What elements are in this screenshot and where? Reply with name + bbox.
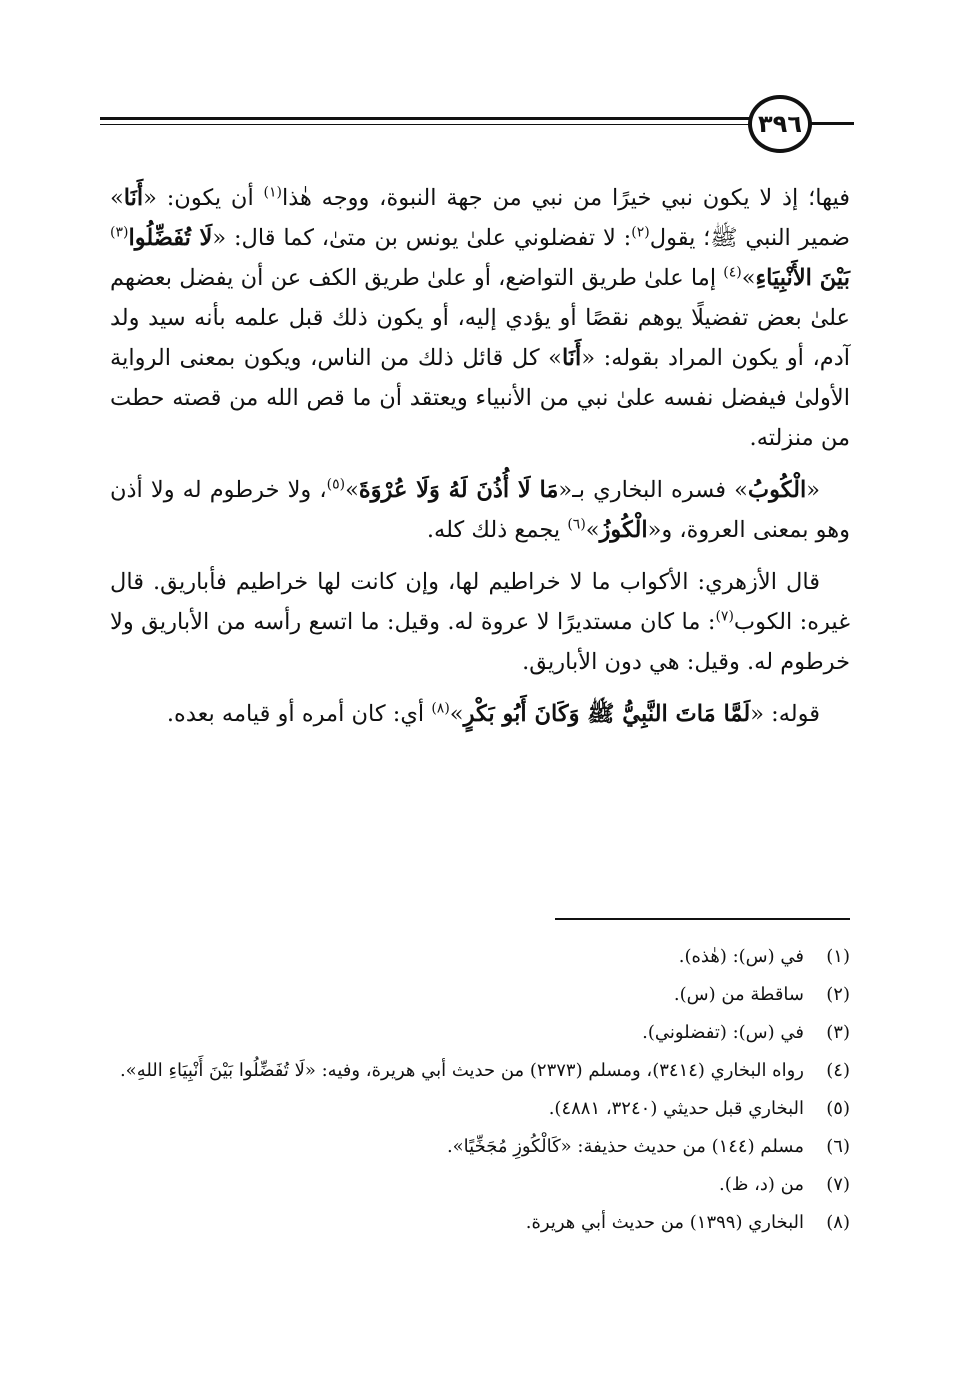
footnote-number: (٦) bbox=[826, 1136, 850, 1157]
footnote-text: مسلم (١٤٤) من حديث حذيفة: «كَالْكُوزِ مُجَخِّيًا». bbox=[446, 1136, 804, 1157]
footnote-item bbox=[110, 1166, 850, 1204]
text-run: » كل قائل ذلك من الناس، ويكون بمعنى الرواية الأولىٰ فيفضل نفسه علىٰ نبي من الأنبياء ويعتقد أن ما قص الله من قصته حطت من منزلته. bbox=[110, 345, 850, 451]
footnote-number: (٢) bbox=[826, 984, 850, 1005]
footnote-item bbox=[110, 1128, 850, 1166]
text-run: قال الأزهري: الأكواب ما لا خراطيم لها، وإن كانت لها خراطيم فأباريق. قال غيره: الكوب bbox=[110, 569, 850, 635]
quote-text: أَنَا bbox=[123, 185, 144, 211]
footnote-item bbox=[110, 1014, 850, 1052]
page-header bbox=[100, 95, 854, 155]
footnote-ref: (٧) bbox=[715, 608, 734, 625]
footnote-text: ساقطة من (س). bbox=[673, 984, 804, 1005]
footnote-item bbox=[110, 976, 850, 1014]
quote-text: بَيْنَ الأَنْبِيَاءِ bbox=[755, 265, 850, 291]
footnote-ref: (٦) bbox=[567, 516, 586, 533]
footnote-number: (٤) bbox=[826, 1060, 850, 1081]
text-run: » bbox=[741, 265, 756, 291]
text-run: أن يكون: « bbox=[143, 185, 264, 211]
page-number: ٣٩٦ bbox=[758, 110, 802, 138]
quote-text: لَا تُفَضِّلُوا bbox=[128, 225, 213, 251]
footnote-number: (٨) bbox=[826, 1212, 850, 1233]
text-run: قوله: « bbox=[750, 701, 820, 727]
quote-text: الْكُوبُ bbox=[747, 477, 807, 503]
text-run: » bbox=[585, 517, 600, 543]
text-run: أي: كان أمره أو قيامه بعده. bbox=[166, 701, 432, 727]
header-rule-end bbox=[810, 122, 854, 125]
footnote-number: (٥) bbox=[826, 1098, 850, 1119]
footnote-item bbox=[110, 1090, 850, 1128]
paragraph-2 bbox=[110, 470, 850, 550]
text-run: ، ولا خرطوم له ولا أذن وهو بمعنى العروة، و« bbox=[110, 477, 850, 543]
text-run: : لا تفضلوني علىٰ يونس بن متىٰ، كما قال: « bbox=[212, 225, 632, 251]
header-rule-thin bbox=[100, 124, 750, 125]
paragraph-3 bbox=[110, 562, 850, 682]
text-run: : ما كان مستديرًا لا عروة له. وقيل: ما اتسع رأسه من الأباريق ولا خرطوم له. وقيل: هي دون الأباريق. bbox=[110, 609, 850, 675]
quote-text: أَنَا bbox=[561, 345, 582, 371]
footnote-text: في (س): (تفضلوني). bbox=[642, 1022, 804, 1043]
footnote-ref: (٥) bbox=[326, 476, 346, 493]
text-run: » bbox=[449, 701, 464, 727]
footnote-text: رواه البخاري (٣٤١٤)، ومسلم (٢٣٧٣) من حديث أبي هريرة، وفيه: «لَا تُفَضِّلُوا بَيْنَ أَنْبِيَاءِ اللهِ». bbox=[119, 1060, 804, 1081]
footnote-ref: (٢) bbox=[631, 224, 650, 241]
header-rule-thick bbox=[100, 117, 750, 120]
text-run: فيها؛ إذ لا يكون نبي خيرًا من نبي من جهة النبوة، ووجه هٰذا bbox=[281, 185, 850, 211]
footnote-number: (٣) bbox=[826, 1022, 850, 1043]
footnote-number: (١) bbox=[826, 946, 850, 967]
footnote-separator bbox=[555, 918, 850, 920]
footnote-text: البخاري قبل حديثي (٣٢٤٠، ٤٨٨١). bbox=[548, 1098, 804, 1119]
text-run: » ضمير النبي ﷺ؛ يقول bbox=[110, 185, 850, 251]
footnote-text: البخاري (١٣٩٩) من حديث أبي هريرة. bbox=[525, 1212, 804, 1233]
footnote-ref: (١) bbox=[263, 184, 282, 201]
quote-text: الْكُوزُ bbox=[599, 517, 648, 543]
footnote-number: (٧) bbox=[826, 1174, 850, 1195]
footnote-item bbox=[110, 938, 850, 976]
page-number-badge bbox=[748, 95, 812, 153]
footnote-text: من (د، ظ). bbox=[718, 1174, 804, 1195]
paragraph-4 bbox=[110, 694, 850, 734]
quote-text: لَمَّا مَاتَ النَّبِيُّ ﷺ وَكَانَ أَبُو بَكْرٍ bbox=[463, 701, 751, 727]
paragraph-1 bbox=[110, 178, 850, 458]
footnote-item bbox=[110, 1204, 850, 1242]
text-run: » فسره البخاري بـ« bbox=[558, 477, 748, 503]
footnotes bbox=[110, 938, 850, 1242]
main-text bbox=[110, 178, 850, 734]
footnote-ref: (٨) bbox=[431, 700, 450, 717]
text-run: » bbox=[345, 477, 359, 503]
quote-text: مَا لَا أُذُنَ لَهُ وَلَا عُرْوَةَ bbox=[358, 477, 559, 503]
footnote-ref: (٣) bbox=[110, 224, 129, 241]
text-run: يجمع ذلك كله. bbox=[426, 517, 568, 543]
footnote-item bbox=[110, 1052, 850, 1090]
text-run: إما علىٰ طريق التواضع، أو علىٰ طريق الكف عن أن يفضل بعضهم علىٰ بعض تفضيلًا يوهم نقصًا أو يؤدي إليه، أو يكون ذلك قبل علمه بأنه سيد ولد آدم، أو يكون المراد بقوله: « bbox=[110, 265, 850, 371]
footnote-ref: (٤) bbox=[723, 264, 742, 281]
text-run: « bbox=[806, 477, 821, 503]
footnote-text: في (س): (هٰذه). bbox=[678, 946, 804, 967]
